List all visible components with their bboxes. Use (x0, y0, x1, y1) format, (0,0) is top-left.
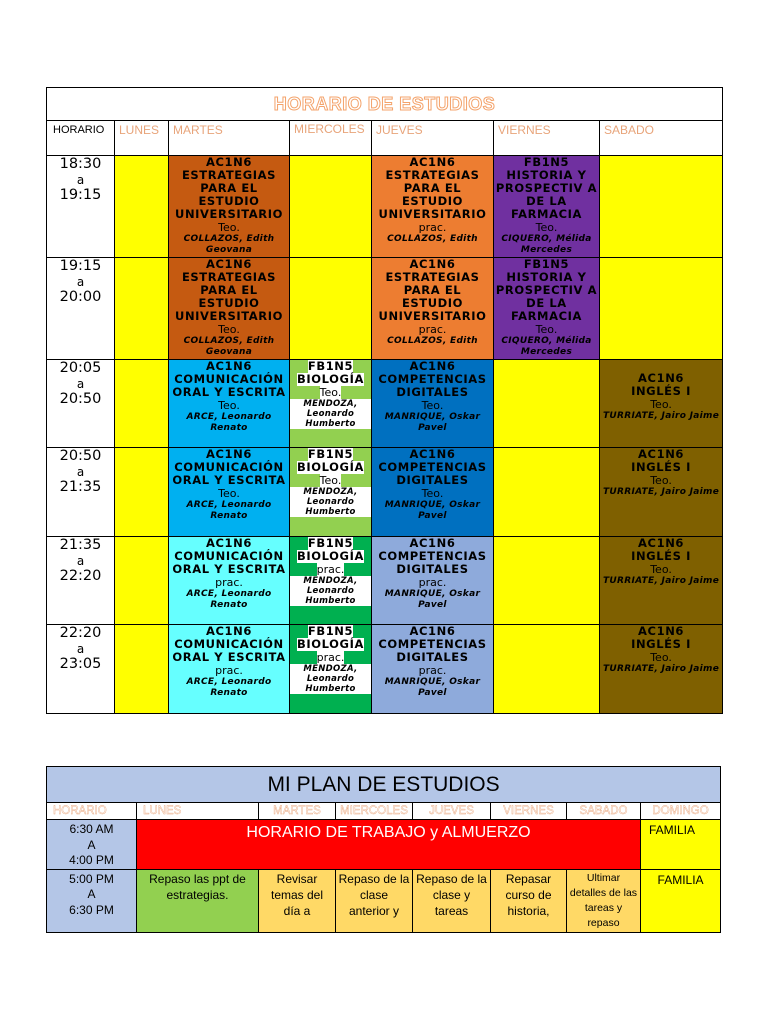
plan-row (47, 820, 721, 870)
class-name: ESTRATEGIAS PARA EL ESTUDIO UNIVERSITARIO (378, 270, 487, 323)
time-start: 18:30 (59, 156, 102, 172)
class-code: AC1N6 (206, 624, 252, 638)
time-end: 22:20 (59, 568, 102, 584)
task-viernes: Repasar curso de historia, (491, 869, 567, 932)
plan-header-domingo: DOMINGO (641, 803, 721, 820)
class-cell (600, 625, 723, 714)
plan-time-slot (47, 820, 137, 870)
study-plan-table (46, 766, 721, 933)
class-name: COMPETENCIAS DIGITALES (378, 637, 487, 664)
class-professor: COLLAZOS, Edith (387, 234, 478, 244)
task-lunes: Repaso las ppt de estrategias. (137, 869, 259, 932)
schedule-header-row (47, 121, 723, 156)
class-cell (169, 360, 290, 448)
plan-time-separator: A (87, 837, 96, 852)
plan-header-martes: MARTES (259, 803, 336, 820)
work-lunch-block: HORARIO DE TRABAJO y ALMUERZO (137, 820, 641, 870)
class-type: Teo. (218, 487, 240, 500)
class-type: Teo. (650, 563, 672, 576)
time-end: 20:50 (59, 391, 102, 407)
empty-cell (115, 360, 169, 448)
class-professor: CIQUERO, Mélida Mercedes (501, 234, 592, 255)
class-name: HISTORIA Y PROSPECTIV A DE LA FARMACIA (495, 168, 598, 221)
time-separator: a (76, 377, 85, 391)
class-professor: ARCE, Leonardo Renato (186, 412, 272, 433)
time-end: 21:35 (59, 479, 102, 495)
class-professor: TURRIATE, Jairo Jaime (602, 664, 720, 674)
time-slot (47, 625, 115, 714)
plan-header-sabado: SABADO (567, 803, 641, 820)
task-jueves: Repaso de la clase y tareas (413, 869, 491, 932)
class-code: FB1N5 (307, 624, 354, 638)
header-viernes: VIERNES (494, 121, 600, 156)
class-type: prac. (215, 576, 243, 589)
class-name: INGLÉS I (631, 460, 691, 474)
class-type: Teo. (421, 487, 444, 500)
class-code: FB1N5 (307, 359, 354, 373)
class-professor: MENDOZA, Leonardo Humberto (290, 399, 371, 429)
class-professor: MANRIQUE, Oskar Pavel (384, 500, 481, 521)
time-start: 20:50 (59, 448, 102, 464)
class-type: Teo. (650, 474, 672, 487)
header-jueves: JUEVES (372, 121, 494, 156)
class-cell (600, 360, 723, 448)
class-cell (372, 258, 494, 360)
class-cell (169, 448, 290, 537)
plan-time-start: 6:30 AM (69, 822, 114, 836)
header-horario: HORARIO (47, 121, 115, 156)
task-martes: Revisar temas del día a (259, 869, 336, 932)
class-cell (290, 360, 372, 448)
class-type: prac. (418, 221, 447, 234)
empty-cell (115, 537, 169, 625)
class-type: Teo. (650, 651, 672, 664)
class-type: Teo. (319, 386, 342, 399)
class-name: INGLÉS I (631, 637, 691, 651)
class-type: Teo. (218, 221, 240, 234)
empty-cell (290, 258, 372, 360)
class-professor: MANRIQUE, Oskar Pavel (384, 412, 481, 433)
time-separator: a (76, 465, 85, 479)
class-professor: MENDOZA, Leonardo Humberto (290, 487, 371, 517)
schedule-row (47, 448, 723, 537)
plan-header-lunes: LUNES (137, 803, 259, 820)
class-cell (494, 156, 600, 258)
time-end: 20:00 (59, 289, 102, 305)
schedule-row (47, 625, 723, 714)
class-type: Teo. (535, 323, 558, 336)
class-code: AC1N6 (409, 624, 456, 638)
header-miercoles: MIERCOLES (290, 121, 372, 156)
class-cell (290, 448, 372, 537)
class-cell (372, 360, 494, 448)
class-cell (169, 156, 290, 258)
class-name: COMUNICACIÓN ORAL Y ESCRITA (172, 637, 286, 664)
class-cell (169, 537, 290, 625)
plan-time-separator: A (87, 887, 96, 901)
class-code: AC1N6 (409, 155, 456, 169)
class-professor: MENDOZA, Leonardo Humberto (290, 664, 371, 694)
class-name: COMPETENCIAS DIGITALES (378, 372, 487, 399)
class-code: AC1N6 (638, 624, 685, 638)
class-code: AC1N6 (206, 155, 252, 169)
class-code: AC1N6 (409, 257, 456, 271)
class-code: AC1N6 (638, 371, 685, 385)
class-name: ESTRATEGIAS PARA EL ESTUDIO UNIVERSITARIO (378, 168, 487, 221)
class-cell (600, 537, 723, 625)
class-cell (169, 258, 290, 360)
class-type: Teo. (218, 323, 240, 336)
empty-cell (600, 156, 723, 258)
class-professor: TURRIATE, Jairo Jaime (602, 487, 720, 497)
plan-header-horario: HORARIO (47, 803, 137, 820)
class-type: prac. (418, 576, 447, 589)
class-type: Teo. (421, 399, 444, 412)
class-cell (169, 625, 290, 714)
empty-cell (494, 360, 600, 448)
plan-header-miercoles: MIERCOLES (336, 803, 413, 820)
class-name: COMPETENCIAS DIGITALES (378, 460, 487, 487)
class-professor: ARCE, Leonardo Renato (186, 589, 272, 610)
class-code: AC1N6 (206, 359, 252, 373)
class-name: BIOLOGÍA (297, 460, 364, 474)
class-name: INGLÉS I (631, 549, 691, 563)
class-cell (600, 448, 723, 537)
class-professor: MANRIQUE, Oskar Pavel (384, 589, 481, 610)
class-type: prac. (316, 651, 345, 664)
class-type: Teo. (650, 398, 672, 411)
class-professor: MENDOZA, Leonardo Humberto (290, 576, 371, 606)
time-slot (47, 537, 115, 625)
plan-row (47, 869, 721, 932)
class-type: prac. (418, 323, 447, 336)
class-name: COMUNICACIÓN ORAL Y ESCRITA (172, 460, 286, 487)
class-professor: CIQUERO, Mélida Mercedes (501, 336, 592, 357)
class-name: BIOLOGÍA (297, 637, 364, 651)
class-code: FB1N5 (523, 155, 570, 169)
time-separator: a (76, 275, 85, 289)
empty-cell (494, 625, 600, 714)
schedule-row (47, 258, 723, 360)
task-sabado: Ultimar detalles de las tareas y repaso (567, 869, 641, 932)
time-separator: a (76, 173, 85, 187)
class-code: AC1N6 (409, 359, 456, 373)
plan-header-viernes: VIERNES (491, 803, 567, 820)
header-sabado: SABADO (600, 121, 723, 156)
time-slot (47, 258, 115, 360)
task-miercoles: Repaso de la clase anterior y (336, 869, 413, 932)
class-name: COMUNICACIÓN ORAL Y ESCRITA (172, 549, 286, 576)
class-code: FB1N5 (307, 536, 354, 550)
class-professor: COLLAZOS, Edith Geovana (183, 336, 275, 357)
time-start: 22:20 (59, 625, 102, 641)
class-code: AC1N6 (638, 536, 685, 550)
class-code: AC1N6 (206, 447, 252, 461)
class-cell (290, 537, 372, 625)
class-code: AC1N6 (638, 447, 685, 461)
empty-cell (115, 448, 169, 537)
schedule-row (47, 156, 723, 258)
family-cell: FAMILIA (641, 820, 721, 870)
time-end: 19:15 (59, 187, 102, 203)
class-type: prac. (418, 664, 447, 677)
study-schedule-table (46, 87, 723, 714)
class-name: COMPETENCIAS DIGITALES (378, 549, 487, 576)
plan-time-slot (47, 869, 137, 932)
header-lunes: LUNES (115, 121, 169, 156)
class-type: Teo. (218, 399, 240, 412)
class-professor: COLLAZOS, Edith (387, 336, 478, 346)
class-cell (372, 537, 494, 625)
class-professor: MANRIQUE, Oskar Pavel (384, 677, 481, 698)
empty-cell (290, 156, 372, 258)
schedule-row (47, 537, 723, 625)
class-professor: ARCE, Leonardo Renato (186, 677, 272, 698)
empty-cell (600, 258, 723, 360)
class-name: ESTRATEGIAS PARA EL ESTUDIO UNIVERSITARIO (175, 168, 283, 221)
class-code: AC1N6 (409, 536, 456, 550)
plan-header-row (47, 803, 721, 820)
class-cell (372, 448, 494, 537)
class-name: HISTORIA Y PROSPECTIV A DE LA FARMACIA (495, 270, 598, 323)
class-name: BIOLOGÍA (297, 372, 364, 386)
empty-cell (115, 258, 169, 360)
class-name: INGLÉS I (631, 384, 691, 398)
class-name: COMUNICACIÓN ORAL Y ESCRITA (172, 372, 286, 399)
empty-cell (494, 537, 600, 625)
class-type: Teo. (535, 221, 558, 234)
empty-cell (115, 625, 169, 714)
time-slot (47, 360, 115, 448)
plan-title: MI PLAN DE ESTUDIOS (47, 767, 721, 803)
family-cell: FAMILIA (641, 869, 721, 932)
schedule-row (47, 360, 723, 448)
plan-time-start: 5:00 PM (69, 871, 114, 886)
time-separator: a (76, 554, 85, 568)
class-code: AC1N6 (206, 536, 252, 550)
class-type: prac. (316, 563, 345, 576)
class-type: Teo. (319, 474, 342, 487)
plan-header-jueves: JUEVES (413, 803, 491, 820)
class-professor: TURRIATE, Jairo Jaime (602, 411, 720, 421)
class-professor: ARCE, Leonardo Renato (186, 500, 272, 521)
class-cell (372, 625, 494, 714)
class-cell (290, 625, 372, 714)
class-cell (372, 156, 494, 258)
class-name: ESTRATEGIAS PARA EL ESTUDIO UNIVERSITARIO (175, 270, 283, 323)
time-slot (47, 448, 115, 537)
plan-time-end: 6:30 PM (69, 902, 114, 917)
time-start: 21:35 (59, 537, 102, 553)
time-start: 20:05 (59, 360, 102, 376)
class-name: BIOLOGÍA (297, 549, 364, 563)
class-type: prac. (215, 664, 243, 677)
time-start: 19:15 (59, 258, 102, 274)
empty-cell (115, 156, 169, 258)
class-professor: TURRIATE, Jairo Jaime (602, 576, 720, 586)
time-slot (47, 156, 115, 258)
header-martes: MARTES (169, 121, 290, 156)
time-end: 23:05 (59, 656, 102, 672)
class-code: FB1N5 (307, 447, 354, 461)
plan-time-end: 4:00 PM (69, 853, 114, 867)
schedule-title: HORARIO DE ESTUDIOS (47, 88, 723, 121)
time-separator: a (76, 642, 85, 656)
class-cell (494, 258, 600, 360)
class-professor: COLLAZOS, Edith Geovana (183, 234, 275, 255)
empty-cell (494, 448, 600, 537)
class-code: FB1N5 (523, 257, 570, 271)
class-code: AC1N6 (409, 447, 456, 461)
class-code: AC1N6 (206, 257, 252, 271)
